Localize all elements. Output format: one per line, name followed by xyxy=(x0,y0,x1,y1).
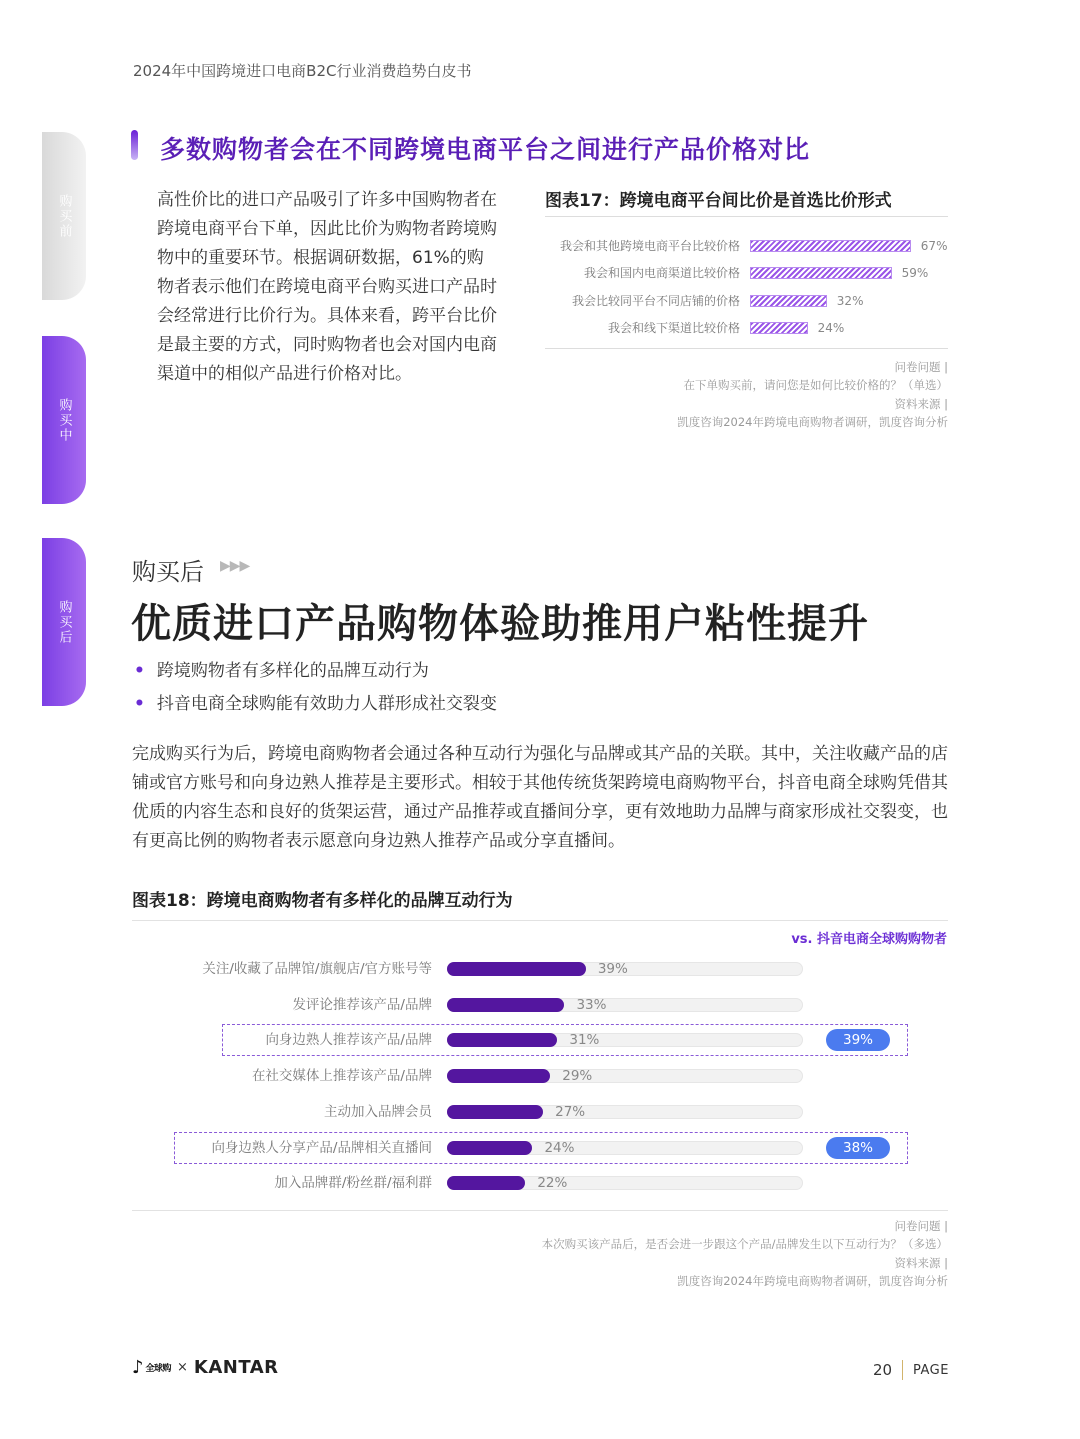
chart17-category-label: 我会和其他跨境电商平台比较价格 xyxy=(559,239,740,253)
chart17-category-label: 我会和国内电商渠道比较价格 xyxy=(583,266,740,281)
chart18-bar xyxy=(447,1176,525,1190)
chart17-bar xyxy=(750,295,827,307)
chart18-comparison-pill: 38% xyxy=(826,1137,890,1159)
chart18-bar xyxy=(447,1141,532,1155)
page-word: PAGE xyxy=(913,1363,949,1378)
chart18-value-label: 22% xyxy=(537,1175,568,1192)
chart17-row xyxy=(545,318,955,338)
chart18-comparison-pill: 39% xyxy=(826,1029,890,1051)
chart18-value-label: 27% xyxy=(555,1103,586,1120)
chart18-bar xyxy=(447,998,564,1012)
divider xyxy=(545,216,948,217)
side-tab-label: 购买前 xyxy=(56,193,72,239)
chart18-row xyxy=(132,993,948,1017)
chart18-row xyxy=(132,1100,948,1124)
side-tab-label: 购买后 xyxy=(56,599,72,645)
chart18-category-label: 加入品牌群/粉丝群/福利群 xyxy=(274,1175,432,1192)
chart18-category-label: 关注/收藏了品牌馆/旗舰店/官方账号等 xyxy=(202,961,432,977)
chart18-row xyxy=(132,1171,948,1195)
chart17-note-source: 凯度咨询2024年跨境电商购物者调研，凯度咨询分析 xyxy=(677,415,948,429)
chart18-category-label: 发评论推荐该产品/品牌 xyxy=(292,996,432,1013)
chart18-comparison-legend: vs. 抖音电商全球购购物者 xyxy=(791,932,947,947)
section-marker xyxy=(131,130,138,160)
chart17-row xyxy=(545,236,955,256)
bullet-dot-icon: • xyxy=(134,661,145,681)
arrow-icons: ▶▶▶ xyxy=(220,558,250,574)
section2-body: 完成购买行为后，跨境电商购物者会通过各种互动行为强化与品牌或其产品的关联。其中，关注收藏产品的店铺或官方账号和向身边熟人推荐是主要形式。相较于其他传统货架跨境电商购物平台，抖音电商全球购凭借其优质的内容生态和良好的货架运营，通过产品推荐或直播间分享，更有效地助力品牌与商家形成社交裂变，也有更高比例的购物者表示愿意向身边熟人推荐产品或分享直播间。 xyxy=(132,744,948,851)
bullet-item xyxy=(134,689,497,714)
chart18-category-label: 在社交媒体上推荐该产品/品牌 xyxy=(251,1068,432,1085)
chart18-value-label: 33% xyxy=(576,996,607,1013)
times-sign: × xyxy=(177,1360,188,1375)
bullet-text: 跨境购物者有多样化的品牌互动行为 xyxy=(156,661,429,681)
chart18-bar xyxy=(447,1069,550,1083)
chart18-category-label: 主动加入品牌会员 xyxy=(324,1103,432,1120)
chart18-note-source-label: 资料来源 | xyxy=(894,1256,948,1270)
section2-kicker: 购买后 xyxy=(132,558,204,586)
chart18-row xyxy=(132,1136,948,1160)
chart18-row xyxy=(132,1064,948,1088)
footer-logos xyxy=(132,1357,279,1378)
document-header-title: 2024年中国跨境进口电商B2C行业消费趋势白皮书 xyxy=(133,62,472,80)
chart17-row xyxy=(545,291,955,311)
global-purchase-logo: 全球购 xyxy=(145,1364,172,1374)
divider xyxy=(545,348,948,349)
chart17-value-label: 67% xyxy=(920,239,948,253)
chart18-category-label: 向身边熟人分享产品/品牌相关直播间 xyxy=(211,1139,432,1156)
chart18-row xyxy=(132,957,948,981)
page-separator xyxy=(902,1360,903,1380)
chart17-note-source-label: 资料来源 | xyxy=(894,397,948,411)
divider xyxy=(132,920,948,921)
chart18-value-label: 24% xyxy=(544,1139,575,1156)
bullet-dot-icon: • xyxy=(134,694,145,714)
chart17-bar xyxy=(750,240,911,252)
bullet-text: 抖音电商全球购能有效助力人群形成社交裂变 xyxy=(156,694,497,714)
chart17-value-label: 24% xyxy=(817,320,845,335)
chart18-title: 图表18：跨境电商购物者有多样化的品牌互动行为 xyxy=(132,891,513,911)
kantar-logo: KANTAR xyxy=(193,1357,279,1378)
chart17-note-question-label: 问卷问题 | xyxy=(894,360,948,374)
chart17-row xyxy=(545,263,955,283)
chart17-note-question: 在下单购买前，请问您是如何比较价格的？（单选） xyxy=(683,378,948,392)
section2-title: 优质进口产品购物体验助推用户粘性提升 xyxy=(131,601,869,647)
side-tab-before-purchase[interactable] xyxy=(42,132,86,300)
divider xyxy=(132,1210,948,1211)
chart18-note-source: 凯度咨询2024年跨境电商购物者调研，凯度咨询分析 xyxy=(677,1274,948,1288)
chart18-value-label: 39% xyxy=(597,961,628,977)
chart18-note-question: 本次购买该产品后，是否会进一步跟这个产品/品牌发生以下互动行为？（多选） xyxy=(541,1237,948,1251)
chart18-value-label: 31% xyxy=(569,1032,600,1049)
chart17-bar xyxy=(750,322,808,334)
chart18-category-label: 向身边熟人推荐该产品/品牌 xyxy=(265,1032,432,1049)
bullet-item xyxy=(134,656,429,681)
side-tab-during-purchase[interactable] xyxy=(42,336,86,504)
chart18-row xyxy=(132,1028,948,1052)
side-tab-label: 购买中 xyxy=(56,397,72,443)
side-tab-after-purchase[interactable] xyxy=(42,538,86,706)
chart18-note-question-label: 问卷问题 | xyxy=(894,1219,948,1233)
chart18-bar xyxy=(447,962,586,976)
page-number: 20 xyxy=(873,1361,893,1379)
section1-body: 高性价比的进口产品吸引了许多中国购物者在跨境电商平台下单，因此比价为购物者跨境购物中的重要环节。根据调研数据，61%的购物者表示他们在跨境电商平台购买进口产品时会经常进行比价行为。具体来看，跨平台比价是最主要的方式，同时购物者也会对国内电商渠道中的相似产品进行价格对比。 xyxy=(157,190,497,384)
chart18-bar xyxy=(447,1105,543,1119)
tiktok-logo-icon: ♪ xyxy=(132,1357,144,1378)
chart17-bar xyxy=(750,267,892,279)
chart17-title: 图表17：跨境电商平台间比价是首选比价形式 xyxy=(545,191,892,211)
chart18-value-label: 29% xyxy=(562,1068,593,1085)
chart17-value-label: 59% xyxy=(901,266,929,281)
section1-title: 多数购物者会在不同跨境电商平台之间进行产品价格对比 xyxy=(160,135,811,164)
chart18-bar xyxy=(447,1033,557,1047)
chart17-category-label: 我会和线下渠道比较价格 xyxy=(607,320,740,335)
chart17-value-label: 32% xyxy=(836,293,864,308)
chart17-category-label: 我会比较同平台不同店铺的价格 xyxy=(571,293,740,308)
